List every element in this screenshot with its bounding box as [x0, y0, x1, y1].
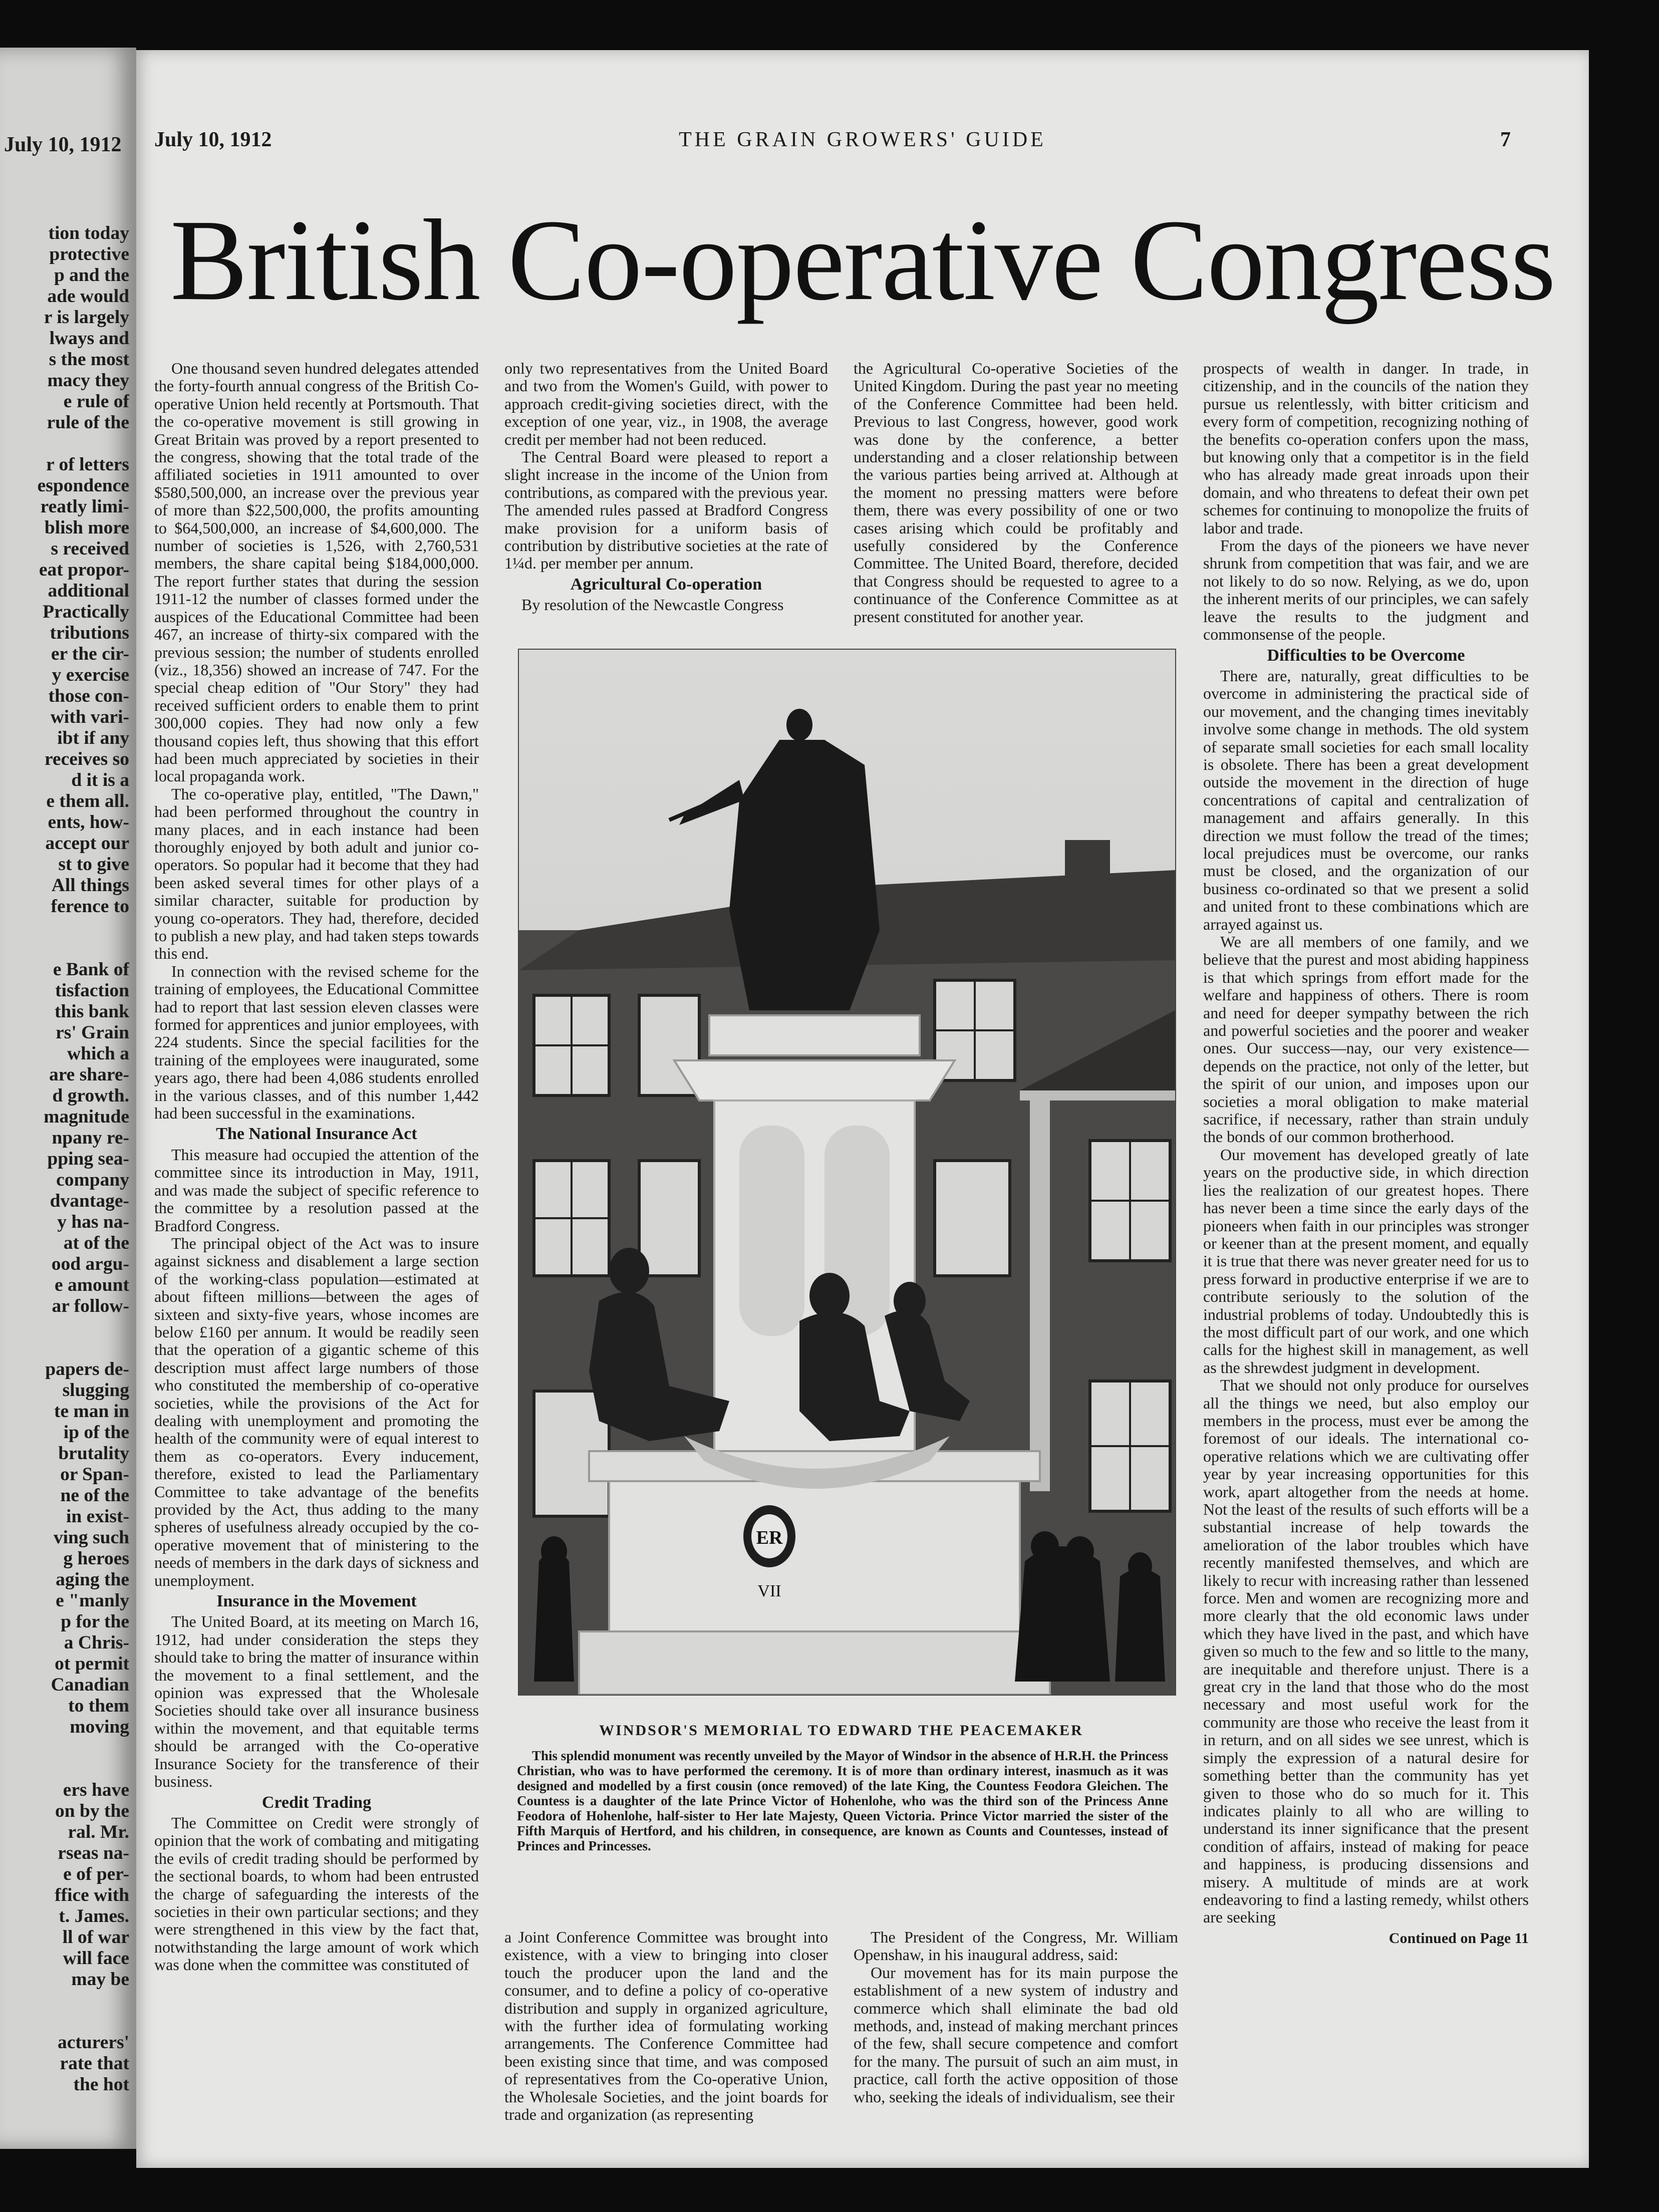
- subheading-insurance-movement: Insurance in the Movement: [216, 1592, 417, 1611]
- previous-page-line: e amount: [55, 1275, 129, 1295]
- previous-page-line: reatly limi-: [40, 496, 129, 517]
- previous-page-line: ving such: [53, 1527, 129, 1548]
- previous-page-line: espondence: [37, 475, 129, 496]
- paragraph: The Central Board were pleased to report a slight increase in the income of the Union from contributions, as compared with the previous year. The amended rules passed at Bradford Congress make provision for a uniform basis of contribution by distributive societies at the rate of 1¼d. per member per annum.: [504, 448, 828, 573]
- paragraph: The President of the Congress, Mr. William Openshaw, in his inaugural address, said:: [854, 1928, 1178, 1964]
- article-column-3: [854, 360, 1178, 640]
- previous-page-line: which a: [67, 1043, 129, 1064]
- previous-page-line: tributions: [50, 623, 129, 643]
- previous-page-line: [0, 1317, 129, 1338]
- previous-page-line: All things: [51, 875, 129, 896]
- previous-page-line: will face: [63, 1948, 129, 1969]
- previous-page-line: rs' Grain: [56, 1022, 129, 1043]
- previous-page-line: a Chris-: [64, 1632, 129, 1653]
- previous-page-line: those con-: [48, 686, 129, 706]
- monument-photograph: [518, 649, 1176, 1696]
- previous-page-line: Canadian: [51, 1675, 129, 1695]
- previous-page-line: ot permit: [55, 1653, 129, 1674]
- previous-page-line: ar follow-: [52, 1296, 129, 1316]
- previous-page-line: with vari-: [50, 707, 129, 727]
- previous-page-line: e Bank of: [53, 959, 129, 980]
- previous-page-line: company: [56, 1170, 129, 1190]
- previous-page-line: ood argu-: [51, 1254, 129, 1274]
- paragraph: Our movement has for its main purpose the establishment of a new system of industry and commerce which shall eliminate the bad old methods, and, instead of making merchant princes of the few, shall secure competence and comfort for the many. The pursuit of such an aim must, in practice, call forth the active opposition of those who, seeking the ideals of individualism, see their: [854, 1963, 1178, 2106]
- photo-caption-body: This splendid monument was recently unveiled by the Mayor of Windsor in the absence of H.R.H. the Princess Christian, who was to have performed the ceremony. It is of more than ordinary interest, inasmuch as it was designed and modelled by a first cousin (once removed) of the late King, the Countess Feodora Gleichen. The Countess is a daughter of the late Prince Victor of Hohenlohe, who was the third son of the Princess Anne Feodora of Hohenlohe, half-sister to Her late Majesty, Queen Victoria. Prince Victor married the sister of the Fifth Marquis of Hertford, and his children, in consequence, are known as Counts and Countesses, instead of Princes and Princesses.: [517, 1748, 1168, 1853]
- previous-page-line: d it is a: [71, 770, 129, 790]
- previous-page-line: [0, 1990, 129, 2011]
- previous-page-line: may be: [71, 1969, 129, 1990]
- paragraph: The United Board, at its meeting on March 16, 1912, had under consideration the steps they should take to bring the matter of insurance within the movement to a final settlement, and the opinion was expressed that the Wholesale Societies should take over all insurance business within the movement, and that equitable terms should be arranged with the Co-operative Insurance Society for the transference of their business.: [154, 1612, 479, 1791]
- paragraph: We are all members of one family, and we believe that the purest and most abiding happiness is that which springs from effort made for the welfare and happiness of others. There is room and need for deeper sympathy between the rich and powerful societies and the poorer and weaker ones. Our success—nay, our very existence—depends on the practice, not only of the letter, but the spirit of our union, and imposes upon our societies a moral obligation to make material sacrifice, if necessary, rather than strain unduly the bonds of our common brotherhood.: [1203, 933, 1529, 1146]
- previous-page-line: slugging: [62, 1380, 129, 1401]
- previous-page-line: e of per-: [63, 1864, 129, 1884]
- paragraph: This measure had occupied the attention of the committee since its introduction in May, 1911, and was made the subject of specific reference to the committee by a resolution passed at the Bradford Congress.: [154, 1145, 479, 1235]
- paragraph: only two representatives from the United Board and two from the Women's Guild, with power to approach credit-giving societies direct, with the exception of one year, viz., in 1908, the average credit per member had not been reduced.: [504, 359, 828, 448]
- article-column-2-continued: [504, 1928, 828, 2129]
- previous-page-line: receives so: [44, 749, 129, 769]
- previous-page-line: [0, 433, 129, 454]
- page-header: [154, 128, 1571, 158]
- previous-page-line: at of the: [63, 1233, 129, 1253]
- previous-page-line: npany re-: [52, 1128, 129, 1148]
- previous-page-line: s received: [51, 538, 129, 559]
- previous-page-line: g heroes: [63, 1548, 129, 1569]
- subheading-credit-trading: Credit Trading: [261, 1793, 372, 1812]
- previous-page-line: protective: [49, 244, 129, 264]
- article-column-1: [154, 359, 479, 1974]
- paragraph: There are, naturally, great difficulties to be overcome in administering the practical side of our movement, and the changing times inevitably involve some change in methods. The old system of separate small societies for each small locality is obsolete. There has been a great development outside the movement in the direction of huge concentrations of capital and centralization of management and affairs generally. In this direction we must follow the tread of the times; local prejudices must be overcome, our ranks must be closed, and the organization of our business co-ordinated so that we present a solid and united front to these combinations which are arrayed against us.: [1203, 666, 1529, 933]
- previous-page-line: accept our: [45, 833, 129, 854]
- previous-page-line: Practically: [43, 602, 129, 622]
- previous-page-line: t. James.: [59, 1906, 129, 1926]
- previous-page-line: [0, 917, 129, 938]
- previous-page-line: [0, 938, 129, 959]
- previous-page-line: e them all.: [46, 791, 129, 811]
- royal-monogram: ER: [756, 1527, 783, 1548]
- previous-page-line: er the cir-: [51, 644, 129, 664]
- previous-page-line: ne of the: [60, 1485, 129, 1506]
- previous-page-date: July 10, 1912: [4, 133, 122, 156]
- previous-page-line: e rule of: [63, 391, 129, 412]
- article-headline: British Co-operative Congress: [170, 196, 1555, 325]
- previous-page-line: y has na-: [57, 1212, 129, 1232]
- paragraph: By resolution of the Newcastle Congress: [521, 596, 784, 614]
- previous-page-line: [0, 1338, 129, 1359]
- subheading-agricultural-cooperation: Agricultural Co-operation: [570, 575, 762, 594]
- previous-page-line: magnitude: [44, 1107, 129, 1127]
- previous-page-line: blish more: [44, 517, 129, 538]
- newspaper-page: [136, 50, 1589, 2168]
- previous-page-line: are share-: [49, 1064, 129, 1085]
- photo-caption-title: WINDSOR'S MEMORIAL TO EDWARD THE PEACEMAKER: [599, 1722, 1083, 1739]
- previous-page-line: the hot: [73, 2074, 129, 2095]
- previous-page-line: aging the: [56, 1569, 129, 1590]
- paragraph: Our movement has developed greatly of late years on the productive side, in which direction lies the realization of our greatest hopes. There has never been a time since the early days of the pioneers when faith in our principles was stronger or keener than at the present moment, and equally it is true that there was never greater need for us to press forward in productive enterprise if we are to contribute seriously to the solution of the industrial problems of today. Undoubtedly this is the most difficult part of our work, and one which calls for the highest skill in management, as well as the shrewdest judgment in development.: [1203, 1145, 1529, 1376]
- previous-page-line: te man in: [54, 1401, 129, 1422]
- subheading-national-insurance: The National Insurance Act: [216, 1125, 417, 1144]
- previous-page-line: moving: [70, 1717, 129, 1737]
- previous-page-line: y exercise: [52, 665, 129, 685]
- paragraph: The principal object of the Act was to insure against sickness and disablement a large section of the working-class population—estimated at about fifteen millions—between the ages of sixteen and sixty-five years, whose incomes are below £160 per annum. It would be readily seen that the operation of a gigantic scheme of this description must affect large numbers of those who constituted the membership of co-operative societies, while the provisions of the Act for dealing with unemployment and promoting the health of the community were of equal interest to them as co-operators. Every inducement, therefore, existed to lead the Parliamentary Committee to take advantage of the benefits provided by the Act, thus adding to the many spheres of usefulness already occupied by the co-operative movement that of ministering to the needs of members in the dark days of sickness and unemployment.: [154, 1234, 479, 1589]
- previous-page-line: tion today: [48, 223, 129, 243]
- previous-page-line: acturers': [57, 2032, 129, 2053]
- previous-page-line: rseas na-: [58, 1843, 129, 1863]
- paragraph: The co-operative play, entitled, "The Dawn," had been performed throughout the country in many places, and in each instance had been thoroughly enjoyed by both adult and junior co-operators. So popular had it become that they had been asked several times for other plays of a similar character, suitable for production by young co-operators. They had, therefore, decided to publish a new play, and had taken steps towards this end.: [154, 784, 479, 963]
- previous-page-line: in exist-: [66, 1506, 129, 1527]
- paragraph: In connection with the revised scheme for the training of employees, the Educational Committee had to report that last session eleven classes were formed for apprentices and junior employees, with 224 students. Since the special facilities for the training of the employees were inaugurated, some years ago, there had been 4,086 students enrolled in the various classes, and of this number 1,442 had been successful in the examinations.: [154, 962, 479, 1123]
- monument-illustration: [519, 650, 1175, 1695]
- previous-page-line: pping sea-: [47, 1149, 129, 1169]
- page-number: 7: [1500, 128, 1511, 151]
- previous-page-line: or Span-: [60, 1464, 129, 1485]
- previous-page-line: p for the: [61, 1611, 129, 1632]
- previous-page-line: papers de-: [45, 1359, 129, 1379]
- previous-page-line: [0, 2011, 129, 2032]
- previous-page-line: tisfaction: [55, 980, 129, 1001]
- previous-page-line: d growth.: [52, 1085, 129, 1106]
- royal-cipher: VII: [757, 1582, 781, 1600]
- previous-page-line: ral. Mr.: [68, 1822, 129, 1842]
- previous-page-line: ip of the: [63, 1422, 129, 1443]
- previous-page-line: ference to: [51, 896, 129, 917]
- previous-page-line: to them: [68, 1696, 129, 1716]
- article-column-3-continued: [854, 1928, 1178, 2129]
- previous-page-line: [0, 1738, 129, 1759]
- previous-page-line: e "manly: [56, 1590, 129, 1611]
- previous-page-line: brutality: [58, 1443, 129, 1464]
- previous-page-line: ibt if any: [57, 728, 129, 748]
- previous-page-line: additional: [48, 581, 129, 601]
- previous-page-text: [0, 223, 129, 2095]
- continued-note: Continued on Page 11: [1389, 1929, 1529, 1947]
- paragraph: That we should not only produce for ourselves all the things we need, but also employ our members in the process, must ever be among the foremost of our ideals. The international co-operative relations which we are cultivating offer year by year increasing opportunities for this work, apart altogether from the needs at home. Not the least of the results of such efforts will be a substantial increase of help towards the amelioration of the labor troubles which have recently manifested themselves, and which are likely to recur with increasing rather than lessened force. Men and women are recognizing more and more clearly that the old economic laws under which they have lived in the past, and which have given so much to the few and so little to the many, are inequitable and therefore unjust. There is a great cry in the land that those who do the most necessary and most useful work for the community are those who receive the least from it in return, and on all sides we see unrest, which is simply the expression of a natural desire for something better than the community has yet given to those who do so much for it. This indicates plainly to all who are willing to understand its inner significance that the present condition of affairs, instead of making for peace and happiness, is producing dissensions and misery. A multitude of minds are at work endeavoring to find a lasting remedy, whilst others are seeking: [1203, 1376, 1529, 1926]
- previous-page-line: dvantage-: [50, 1191, 129, 1211]
- previous-page-line: p and the: [54, 265, 129, 286]
- previous-page-line: lways and: [49, 328, 129, 349]
- article-column-2: [504, 360, 828, 625]
- previous-page-line: [0, 1759, 129, 1780]
- previous-page-line: ents, how-: [48, 812, 129, 833]
- publication-name: THE GRAIN GROWERS' GUIDE: [679, 128, 1046, 151]
- paragraph: the Agricultural Co-operative Societies of the United Kingdom. During the past year no meeting of the Conference Committee had been held. Previous to last Congress, however, good work was done by the conference, a better understanding and a closer relationship between the various parties being arrived at. Although at the moment no pressing matters were before them, there was every possibility of one or two cases arising which could be profitably and usefully considered by the Conference Committee. The United Board, therefore, decided that Congress should be requested to agree to a continuance of the Conference Committee as at present constituted for another year.: [854, 359, 1178, 626]
- previous-page-line: on by the: [55, 1801, 129, 1821]
- previous-page-line: macy they: [47, 370, 129, 391]
- previous-page-line: this bank: [54, 1001, 129, 1022]
- previous-page-line: rate that: [60, 2053, 129, 2074]
- article-column-4: [1203, 360, 1529, 2103]
- previous-page-line: ffice with: [55, 1885, 129, 1905]
- previous-page-line: r of letters: [46, 454, 129, 475]
- previous-page-line: st to give: [58, 854, 129, 875]
- paragraph: The Committee on Credit were strongly of opinion that the work of combating and mitigating the evils of credit trading should be performed by the sectional boards, to whom had been entrusted the charge of safeguarding the interests of the societies in their own particular sections; and they were strengthened in this view by the fact that, notwithstanding the large amount of work which was done when the committee was constituted of: [154, 1813, 479, 1974]
- previous-page-line: ers have: [63, 1780, 129, 1800]
- previous-page-line: ade would: [47, 286, 129, 307]
- previous-page-line: eat propor-: [39, 560, 129, 580]
- previous-page-line: rule of the: [47, 412, 129, 433]
- subheading-difficulties: Difficulties to be Overcome: [1267, 646, 1465, 665]
- paragraph: One thousand seven hundred delegates attended the forty-fourth annual congress of the British Co-operative Union held recently at Portsmouth. That the co-operative movement is still growing in Great Britain was proved by a report presented to the congress, showing that the total trade of the affiliated societies in 1911 amounted to over $580,500,000, an increase over the previous year of more than $22,500,000, the profits amounting to $64,500,000, an increase of $4,600,000. The number of societies is 1,526, with 2,760,531 members, the share capital being $184,000,000. The report further states that during the session 1911-12 the number of classes formed under the auspices of the Educational Committee had been 467, an increase of thirty-six compared with the previous session; the number of students enrolled (viz., 18,356) showed an increase of 747. For the special cheap edition of "Our Story" they had received sufficient orders to enable them to print 300,000 copies. They had now only a few thousand copies left, thus showing that this effort had been much appreciated by societies in their local propaganda work.: [154, 359, 479, 785]
- previous-page-line: s the most: [49, 349, 129, 370]
- previous-page-line: ll of war: [62, 1927, 129, 1948]
- paragraph: From the days of the pioneers we have never shrunk from competition that was fair, and we are not likely to do so now. Relying, as we do, upon the inherent merits of our principles, we can safely leave the results to the judgment and commonsense of the people.: [1203, 536, 1529, 644]
- paragraph: a Joint Conference Committee was brought into existence, with a view to bringing into closer touch the producer upon the land and the consumer, and to define a policy of co-operative distribution and supply in organized agriculture, with the further idea of formulating working arrangements. The Conference Committee had been existing since that time, and was composed of representatives from the Co-operative Union, the Wholesale Societies, and the joint boards for trade and organization (as representing: [504, 1928, 828, 2124]
- previous-page-line: r is largely: [44, 307, 129, 328]
- issue-date: July 10, 1912: [154, 128, 272, 151]
- previous-page-edge: [0, 48, 136, 2149]
- paragraph: prospects of wealth in danger. In trade, in citizenship, and in the councils of the nation they pursue us relentlessly, with bitter criticism and every form of competition, recognizing nothing of the benefits co-operation confers upon the mass, but knowing only that a competitor is in the field who has already made great inroads upon their domain, and who threatens to defeat their own pet schemes for continuing to monopolize the fruits of labor and trade.: [1203, 359, 1529, 537]
